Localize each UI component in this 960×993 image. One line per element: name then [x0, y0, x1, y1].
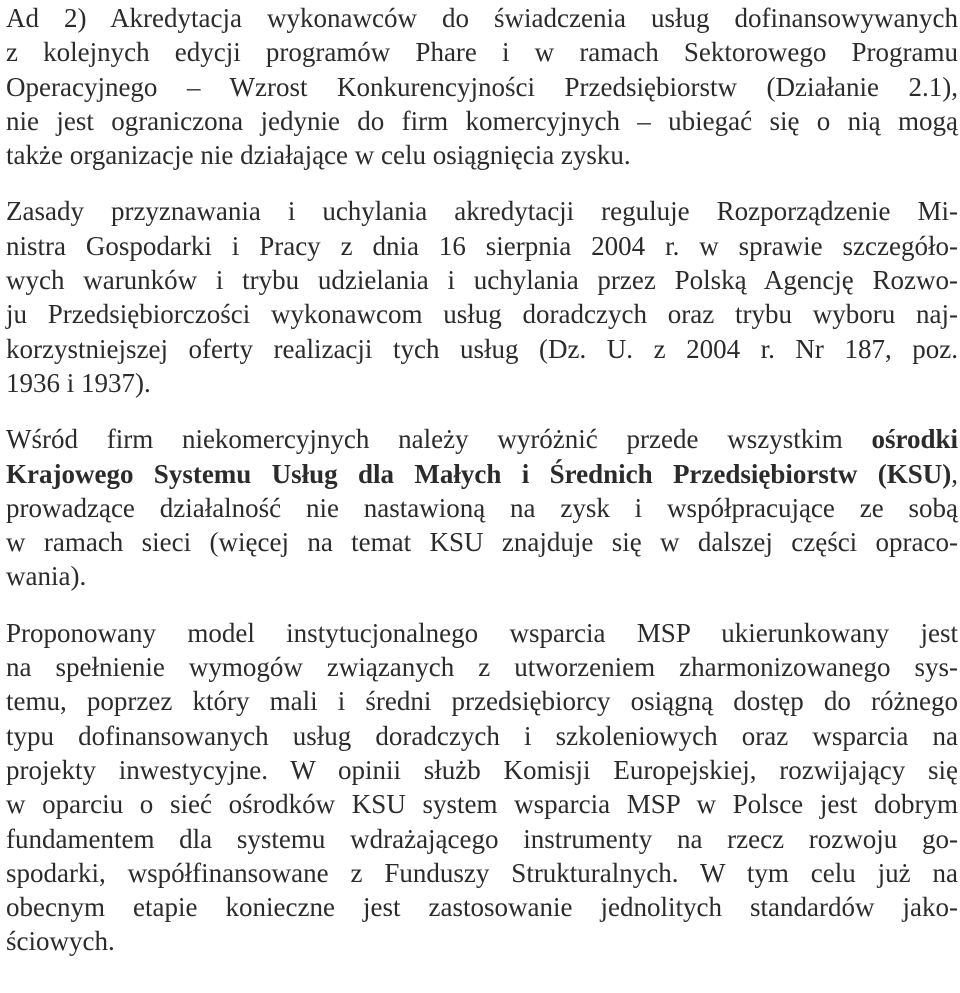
text-line: wych warunków i trybu udzielania i uchylania przez Polską Agencję Rozwo-: [6, 265, 958, 296]
paragraph-model: [6, 616, 958, 959]
text-line: Operacyjnego – Wzrost Konkurencyjności Przedsiębiorstw (Działanie 2.1),: [6, 71, 958, 102]
text-line: nistra Gospodarki i Pracy z dnia 16 sierpnia 2004 r. w sprawie szczegóło-: [6, 230, 958, 261]
text-line: Zasady przyznawania i uchylania akredytacji reguluje Rozporządzenie Mi-: [6, 196, 958, 227]
text-line: w oparciu o sieć ośrodków KSU system wsparcia MSP w Polsce jest dobrym: [6, 789, 958, 820]
text-line: także organizacje nie działające w celu osiągnięcia zysku.: [6, 140, 631, 171]
bold-term: ośrodki: [871, 424, 958, 455]
text-line: obecnym etapie konieczne jest zastosowanie jednolitych standardów jako-: [6, 892, 958, 923]
text-line: [6, 457, 958, 491]
text-line: wania).: [6, 561, 87, 592]
paragraph-ksu: [6, 422, 958, 593]
text-line: fundamentem dla systemu wdrażającego instrumenty na rzecz rozwoju go-: [6, 823, 958, 854]
text-line: Proponowany model instytucjonalnego wsparcia MSP ukierunkowany jest: [6, 617, 958, 648]
bold-term: Krajowego Systemu Usług dla Małych i Średnich Przedsiębiorstw (KSU): [6, 458, 952, 489]
text-line: korzystniejszej oferty realizacji tych usług (Dz. U. z 2004 r. Nr 187, poz.: [6, 333, 958, 364]
text-line: projekty inwestycyjne. W opinii służb Komisji Europejskiej, rozwijający się: [6, 754, 958, 785]
text-line: [6, 422, 958, 456]
text-line: Ad 2) Akredytacja wykonawców do świadczenia usług dofinansowywanych: [6, 3, 958, 33]
paragraph-accreditation: [6, 0, 958, 172]
text-fragment: ,: [951, 458, 958, 489]
text-line: ściowych.: [6, 926, 115, 957]
text-line: ju Przedsiębiorczości wykonawcom usług doradczych oraz trybu wyboru naj-: [6, 299, 958, 330]
text-line: temu, poprzez który mali i średni przedsiębiorcy osiągną dostęp do różnego: [6, 686, 958, 717]
text-line: w ramach sieci (więcej na temat KSU znajduje się w dalszej części opraco-: [6, 527, 958, 558]
text-line: nie jest ograniczona jedynie do firm komercyjnych – ubiegać się o nią mogą: [6, 105, 958, 136]
text-line: prowadzące działalność nie nastawioną na zysk i współpracujące ze sobą: [6, 492, 958, 523]
text-line: 1936 i 1937).: [6, 367, 151, 398]
text-line: na spełnienie wymogów związanych z utworzeniem zharmonizowanego sys-: [6, 652, 958, 683]
text-fragment: Wśród firm niekomercyjnych należy wyróżnić przede wszystkim: [6, 424, 872, 455]
text-line: z kolejnych edycji programów Phare i w ramach Sektorowego Programu: [6, 37, 958, 68]
text-line: typu dofinansowanych usług doradczych i szkoleniowych oraz wsparcia na: [6, 720, 958, 751]
paragraph-regulation: [6, 194, 958, 400]
text-line: spodarki, współfinansowane z Funduszy Strukturalnych. W tym celu już na: [6, 857, 958, 888]
